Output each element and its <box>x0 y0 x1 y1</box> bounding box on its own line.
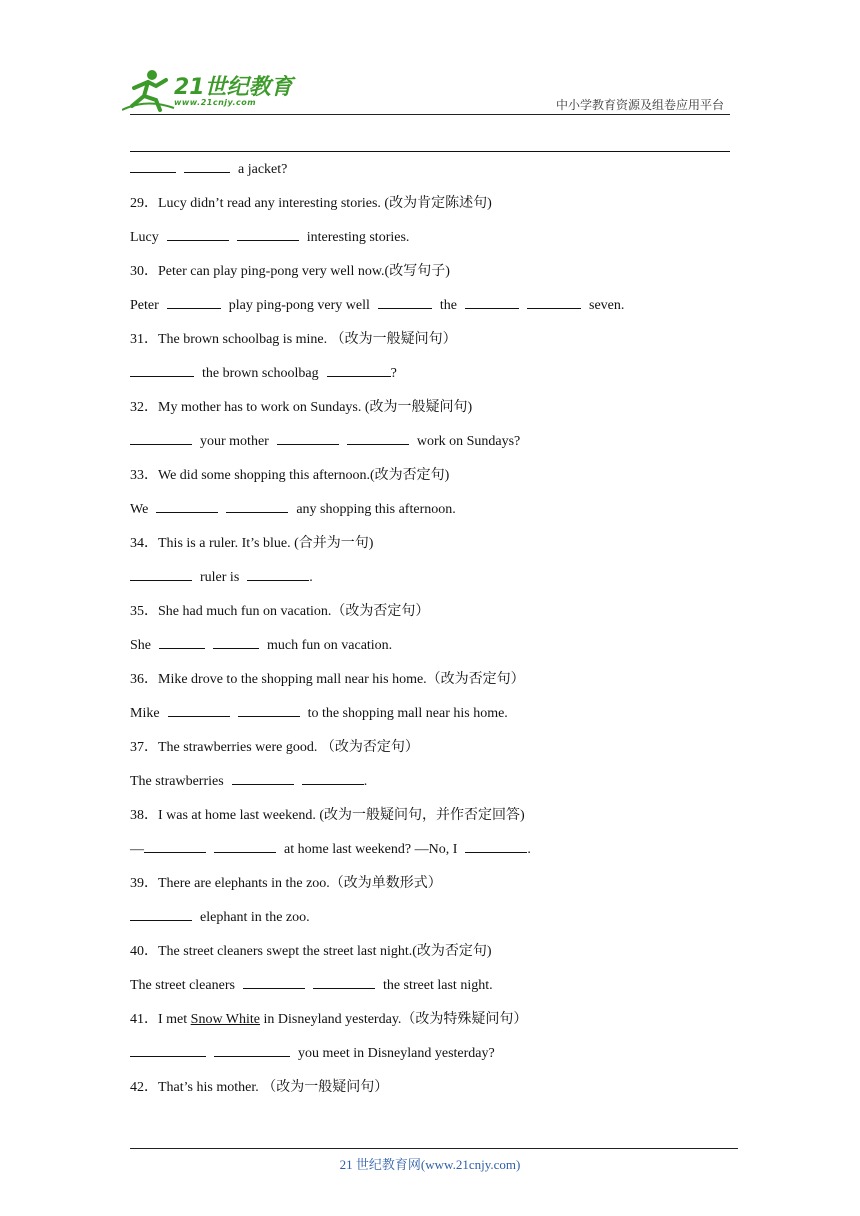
answer-text: Mike <box>130 706 160 721</box>
logo-text: 21世纪教育 <box>174 75 293 100</box>
answer-line <box>130 838 740 872</box>
answer-text: a jacket? <box>238 162 288 177</box>
answer-line <box>130 430 740 464</box>
question-41 <box>130 1008 740 1042</box>
answer-text: Peter <box>130 298 159 313</box>
answer-blank[interactable] <box>226 498 288 513</box>
answer-text: The strawberries <box>130 774 224 789</box>
answer-line <box>130 906 740 940</box>
answer-text: work on Sundays? <box>416 434 521 449</box>
answer-blank[interactable] <box>232 770 294 785</box>
answer-text: . <box>363 774 368 789</box>
answer-blank[interactable] <box>159 634 205 649</box>
answer-line <box>130 566 740 600</box>
header-divider <box>130 114 730 115</box>
answer-blank[interactable] <box>130 906 192 921</box>
answer-blank[interactable] <box>144 838 206 853</box>
answer-blank[interactable] <box>167 226 229 241</box>
question-29: 29．Lucy didn’t read any interesting stories. (改为肯定陈述句) <box>130 196 492 211</box>
answer-blank[interactable] <box>130 158 176 173</box>
answer-blank[interactable] <box>465 838 527 853</box>
answer-line <box>130 770 740 804</box>
exercise-content <box>130 158 740 1110</box>
question-32: 32．My mother has to work on Sundays. (改为一般疑问句) <box>130 400 473 415</box>
answer-blank[interactable] <box>378 294 432 309</box>
answer-text: ? <box>390 366 397 381</box>
answer-text: the street last night. <box>382 978 493 993</box>
platform-title: 中小学教育资源及组卷应用平台 <box>555 98 724 112</box>
answer-text: ruler is <box>200 570 240 585</box>
answer-line <box>130 362 740 396</box>
answer-text: seven. <box>589 298 625 313</box>
answer-text: play ping-pong very well <box>228 298 370 313</box>
answer-line <box>130 294 740 328</box>
question-34: 34．This is a ruler. It’s blue. (合并为一句) <box>130 536 374 551</box>
answer-line <box>130 498 740 532</box>
answer-text: — <box>130 842 144 857</box>
answer-text: We <box>130 502 149 517</box>
answer-text: interesting stories. <box>306 230 410 245</box>
answer-text: the brown schoolbag <box>202 366 319 381</box>
answer-text: to the shopping mall near his home. <box>307 706 508 721</box>
runner-logo-icon <box>122 68 176 114</box>
answer-blank[interactable] <box>302 770 364 785</box>
answer-blank[interactable] <box>277 430 339 445</box>
answer-blank[interactable] <box>130 1042 206 1057</box>
answer-blank[interactable] <box>237 226 299 241</box>
answer-blank[interactable] <box>130 566 192 581</box>
underlined-phrase: Snow White <box>190 1012 261 1027</box>
logo-url: www.21cnjy.com <box>174 98 257 107</box>
answer-text: Lucy <box>130 230 159 245</box>
answer-text: . <box>527 842 531 857</box>
answer-text: at home last weekend? —No, I <box>284 842 458 857</box>
logo <box>122 68 302 114</box>
question-39: 39．There are elephants in the zoo.（改为单数形式） <box>130 876 442 891</box>
answer-blank[interactable] <box>130 430 192 445</box>
question-37: 37．The strawberries were good. （改为否定句） <box>130 740 419 755</box>
answer-text: The street cleaners <box>130 978 235 993</box>
answer-text: She <box>130 638 151 653</box>
answer-blank[interactable] <box>247 566 309 581</box>
content-divider <box>130 151 730 152</box>
question-text: in Disneyland yesterday.（改为特殊疑问句） <box>263 1012 528 1027</box>
footer-text: 21 世纪教育网(www.21cnjy.com) <box>339 1157 521 1172</box>
question-35: 35．She had much fun on vacation.（改为否定句） <box>130 604 430 619</box>
answer-blank[interactable] <box>465 294 519 309</box>
answer-text: any shopping this afternoon. <box>296 502 456 517</box>
question-40: 40．The street cleaners swept the street last night.(改为否定句) <box>130 944 492 959</box>
answer-line <box>130 1042 740 1076</box>
answer-blank[interactable] <box>168 702 230 717</box>
question-36: 36．Mike drove to the shopping mall near his home.（改为否定句） <box>130 672 525 687</box>
answer-blank[interactable] <box>347 430 409 445</box>
answer-blank[interactable] <box>167 294 221 309</box>
answer-line <box>130 158 740 192</box>
answer-blank[interactable] <box>213 634 259 649</box>
answer-blank[interactable] <box>214 838 276 853</box>
answer-text: elephant in the zoo. <box>200 910 310 925</box>
answer-text: your mother <box>200 434 269 449</box>
answer-blank[interactable] <box>130 362 194 377</box>
question-33: 33．We did some shopping this afternoon.(改为否定句) <box>130 468 450 483</box>
answer-text: the <box>439 298 458 313</box>
answer-blank[interactable] <box>238 702 300 717</box>
question-text: 41．I met <box>130 1012 188 1027</box>
question-38: 38．I was at home last weekend. (改为一般疑问句，并作否定回答) <box>130 808 525 823</box>
question-31: 31．The brown schoolbag is mine. （改为一般疑问句） <box>130 332 457 347</box>
answer-line <box>130 226 740 260</box>
question-30: 30．Peter can play ping-pong very well now.(改写句子) <box>130 264 450 279</box>
answer-blank[interactable] <box>184 158 230 173</box>
question-42: 42．That’s his mother. （改为一般疑问句） <box>130 1080 389 1095</box>
answer-blank[interactable] <box>156 498 218 513</box>
answer-line <box>130 974 740 1008</box>
answer-text: . <box>309 570 313 585</box>
answer-blank[interactable] <box>327 362 391 377</box>
footer-divider <box>130 1148 738 1149</box>
answer-text: much fun on vacation. <box>267 638 393 653</box>
answer-blank[interactable] <box>243 974 305 989</box>
answer-blank[interactable] <box>214 1042 290 1057</box>
page-header <box>0 0 860 120</box>
answer-text: you meet in Disneyland yesterday? <box>298 1046 495 1061</box>
answer-blank[interactable] <box>527 294 581 309</box>
answer-blank[interactable] <box>313 974 375 989</box>
answer-line <box>130 634 740 668</box>
answer-line <box>130 702 740 736</box>
